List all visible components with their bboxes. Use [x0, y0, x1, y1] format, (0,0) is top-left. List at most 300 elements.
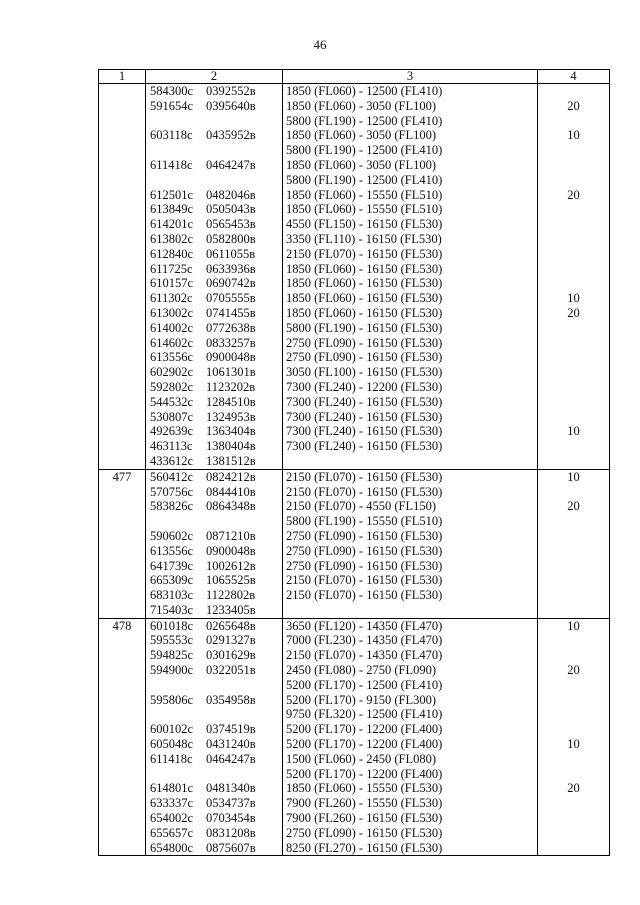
- item-number-cell: 477: [99, 469, 146, 484]
- table-row: [99, 188, 610, 203]
- altitude-range-cell: 2150 (FL070) - 16150 (FL530): [283, 485, 538, 500]
- table-row: [99, 143, 610, 158]
- longitude-code: 0464247в: [206, 751, 256, 766]
- table-row: [99, 588, 610, 603]
- table-row: [99, 633, 610, 648]
- item-number-cell: [99, 336, 146, 351]
- value-cell: [538, 158, 610, 173]
- coordinates-cell: [146, 158, 283, 173]
- longitude-code: 0374519в: [206, 722, 256, 737]
- item-number-cell: [99, 588, 146, 603]
- altitude-range-cell: 1850 (FL060) - 16150 (FL530): [283, 306, 538, 321]
- latitude-code: 611418с: [150, 751, 193, 766]
- altitude-range-cell: 5800 (FL190) - 12500 (FL410): [283, 143, 538, 158]
- value-cell: [538, 603, 610, 618]
- table-row: [99, 603, 610, 618]
- column-header-1: 1: [99, 70, 146, 84]
- table-row: [99, 485, 610, 500]
- page-number: 46: [313, 37, 327, 52]
- column-header-2: 2: [146, 70, 283, 84]
- coordinates-cell: [146, 826, 283, 841]
- table-row: [99, 128, 610, 143]
- value-cell: 10: [538, 424, 610, 439]
- longitude-code: 0322051в: [206, 663, 256, 678]
- latitude-code: 594900с: [150, 663, 194, 678]
- table-row: [99, 439, 610, 454]
- latitude-code: 591654с: [150, 98, 194, 113]
- coordinates-cell: [146, 841, 283, 856]
- coordinates-cell: [146, 262, 283, 277]
- latitude-code: 544532с: [150, 394, 194, 409]
- coordinates-cell: [146, 143, 283, 158]
- altitude-range-cell: 2450 (FL080) - 2750 (FL090): [283, 663, 538, 678]
- item-number-cell: [99, 454, 146, 469]
- altitude-range-cell: 2150 (FL070) - 16150 (FL530): [283, 469, 538, 484]
- latitude-code: 583826с: [150, 499, 194, 514]
- coordinates-cell: [146, 618, 283, 633]
- coordinates-cell: [146, 232, 283, 247]
- longitude-code: 1233405в: [206, 602, 256, 617]
- table-row: [99, 410, 610, 425]
- table-row: [99, 380, 610, 395]
- table-row: [99, 469, 610, 484]
- coordinates-cell: [146, 529, 283, 544]
- value-cell: 10: [538, 737, 610, 752]
- latitude-code: 590602с: [150, 528, 194, 543]
- longitude-code: 0900048в: [206, 543, 256, 558]
- value-cell: [538, 693, 610, 708]
- item-number-cell: [99, 737, 146, 752]
- altitude-range-cell: 5200 (FL170) - 9150 (FL300): [283, 693, 538, 708]
- value-cell: [538, 143, 610, 158]
- item-number-cell: [99, 262, 146, 277]
- airspace-table: [98, 69, 610, 856]
- latitude-code: 602902с: [150, 365, 194, 380]
- latitude-code: 715403с: [150, 602, 194, 617]
- latitude-code: 433612с: [150, 453, 194, 468]
- latitude-code: 603118с: [150, 128, 193, 143]
- coordinates-cell: [146, 767, 283, 782]
- item-number-cell: [99, 173, 146, 188]
- altitude-range-cell: 5200 (FL170) - 12200 (FL400): [283, 722, 538, 737]
- value-cell: 20: [538, 781, 610, 796]
- coordinates-cell: [146, 380, 283, 395]
- table-row: [99, 618, 610, 633]
- table-row: [99, 217, 610, 232]
- altitude-range-cell: 2150 (FL070) - 16150 (FL530): [283, 588, 538, 603]
- longitude-code: 0611055в: [206, 246, 256, 261]
- altitude-range-cell: 9750 (FL320) - 12500 (FL410): [283, 707, 538, 722]
- value-cell: [538, 350, 610, 365]
- longitude-code: 1065525в: [206, 573, 256, 588]
- longitude-code: 1363404в: [206, 424, 256, 439]
- value-cell: [538, 752, 610, 767]
- coordinates-cell: [146, 663, 283, 678]
- coordinates-cell: [146, 395, 283, 410]
- coordinates-cell: [146, 173, 283, 188]
- latitude-code: 560412с: [150, 469, 194, 484]
- coordinates-cell: [146, 485, 283, 500]
- table-row: [99, 678, 610, 693]
- coordinates-cell: [146, 678, 283, 693]
- altitude-range-cell: 1850 (FL060) - 15550 (FL510): [283, 188, 538, 203]
- coordinates-cell: [146, 811, 283, 826]
- value-cell: [538, 173, 610, 188]
- latitude-code: 614002с: [150, 320, 194, 335]
- value-cell: [538, 336, 610, 351]
- value-cell: [538, 276, 610, 291]
- coordinates-cell: [146, 306, 283, 321]
- table-row: [99, 826, 610, 841]
- item-number-cell: 478: [99, 618, 146, 633]
- altitude-range-cell: 2750 (FL090) - 16150 (FL530): [283, 336, 538, 351]
- longitude-code: 1381512в: [206, 453, 256, 468]
- value-cell: 10: [538, 618, 610, 633]
- table-row: [99, 321, 610, 336]
- coordinates-cell: [146, 424, 283, 439]
- coordinates-cell: [146, 722, 283, 737]
- coordinates-cell: [146, 188, 283, 203]
- table-row: [99, 424, 610, 439]
- table-row: [99, 158, 610, 173]
- altitude-range-cell: 1850 (FL060) - 12500 (FL410): [283, 84, 538, 99]
- item-number-cell: [99, 573, 146, 588]
- latitude-code: 595806с: [150, 692, 194, 707]
- coordinates-cell: [146, 648, 283, 663]
- altitude-range-cell: 5200 (FL170) - 12200 (FL400): [283, 767, 538, 782]
- coordinates-cell: [146, 439, 283, 454]
- longitude-code: 0395640в: [206, 98, 256, 113]
- latitude-code: 655657с: [150, 825, 194, 840]
- latitude-code: 654002с: [150, 811, 194, 826]
- altitude-range-cell: 7300 (FL240) - 16150 (FL530): [283, 395, 538, 410]
- item-number-cell: [99, 693, 146, 708]
- longitude-code: 0824212в: [206, 469, 256, 484]
- item-number-cell: [99, 796, 146, 811]
- longitude-code: 0741455в: [206, 305, 256, 320]
- table-row: [99, 247, 610, 262]
- longitude-code: 0875607в: [206, 840, 256, 855]
- table-row: [99, 84, 610, 99]
- column-header-3: 3: [283, 70, 538, 84]
- value-cell: [538, 529, 610, 544]
- value-cell: [538, 514, 610, 529]
- item-number-cell: [99, 321, 146, 336]
- longitude-code: 0354958в: [206, 692, 256, 707]
- latitude-code: 613849с: [150, 202, 194, 217]
- table-row: [99, 811, 610, 826]
- longitude-code: 0431240в: [206, 737, 256, 752]
- item-number-cell: [99, 529, 146, 544]
- item-number-cell: [99, 395, 146, 410]
- value-cell: 10: [538, 128, 610, 143]
- value-cell: [538, 722, 610, 737]
- altitude-range-cell: 7300 (FL240) - 16150 (FL530): [283, 424, 538, 439]
- longitude-code: 0392552в: [206, 84, 256, 98]
- altitude-range-cell: 2750 (FL090) - 16150 (FL530): [283, 559, 538, 574]
- altitude-range-cell: 1850 (FL060) - 3050 (FL100): [283, 128, 538, 143]
- table-row: [99, 350, 610, 365]
- coordinates-cell: [146, 752, 283, 767]
- altitude-range-cell: 7900 (FL260) - 15550 (FL530): [283, 796, 538, 811]
- item-number-cell: [99, 648, 146, 663]
- longitude-code: 0772638в: [206, 320, 256, 335]
- altitude-range-cell: 7300 (FL240) - 16150 (FL530): [283, 410, 538, 425]
- item-number-cell: [99, 499, 146, 514]
- item-number-cell: [99, 350, 146, 365]
- table-row: [99, 737, 610, 752]
- value-cell: [538, 439, 610, 454]
- item-number-cell: [99, 143, 146, 158]
- coordinates-cell: [146, 499, 283, 514]
- table-row: [99, 232, 610, 247]
- column-header-4: 4: [538, 70, 610, 84]
- value-cell: 20: [538, 499, 610, 514]
- longitude-code: 1284510в: [206, 394, 256, 409]
- latitude-code: 595553с: [150, 633, 194, 648]
- value-cell: 20: [538, 663, 610, 678]
- item-number-cell: [99, 410, 146, 425]
- latitude-code: 492639с: [150, 424, 194, 439]
- latitude-code: 605048с: [150, 737, 194, 752]
- item-number-cell: [99, 811, 146, 826]
- table-row: [99, 648, 610, 663]
- altitude-range-cell: 5800 (FL190) - 16150 (FL530): [283, 321, 538, 336]
- table-row: [99, 544, 610, 559]
- longitude-code: 0481340в: [206, 781, 256, 796]
- table-row: [99, 499, 610, 514]
- item-number-cell: [99, 841, 146, 856]
- coordinates-cell: [146, 217, 283, 232]
- value-cell: [538, 707, 610, 722]
- value-cell: [538, 678, 610, 693]
- item-number-cell: [99, 424, 146, 439]
- longitude-code: 0705555в: [206, 291, 256, 306]
- longitude-code: 0565453в: [206, 217, 256, 232]
- latitude-code: 611302с: [150, 291, 193, 306]
- item-number-cell: [99, 232, 146, 247]
- table-row: [99, 663, 610, 678]
- longitude-code: 0864348в: [206, 499, 256, 514]
- value-cell: [538, 485, 610, 500]
- table-row: [99, 752, 610, 767]
- value-cell: 20: [538, 188, 610, 203]
- table-row: [99, 514, 610, 529]
- coordinates-cell: [146, 796, 283, 811]
- altitude-range-cell: 2750 (FL090) - 16150 (FL530): [283, 529, 538, 544]
- table-row: [99, 573, 610, 588]
- altitude-range-cell: 7300 (FL240) - 16150 (FL530): [283, 439, 538, 454]
- longitude-code: 1380404в: [206, 439, 256, 454]
- coordinates-cell: [146, 410, 283, 425]
- item-number-cell: [99, 707, 146, 722]
- altitude-range-cell: 1850 (FL060) - 15550 (FL510): [283, 202, 538, 217]
- coordinates-cell: [146, 737, 283, 752]
- coordinates-cell: [146, 291, 283, 306]
- latitude-code: 614801с: [150, 781, 194, 796]
- value-cell: [538, 217, 610, 232]
- altitude-range-cell: 7300 (FL240) - 12200 (FL530): [283, 380, 538, 395]
- latitude-code: 654800с: [150, 840, 194, 855]
- item-number-cell: [99, 514, 146, 529]
- altitude-range-cell: 5800 (FL190) - 15550 (FL510): [283, 514, 538, 529]
- value-cell: 20: [538, 99, 610, 114]
- coordinates-cell: [146, 202, 283, 217]
- item-number-cell: [99, 722, 146, 737]
- altitude-range-cell: 2150 (FL070) - 4550 (FL150): [283, 499, 538, 514]
- table-row: [99, 306, 610, 321]
- item-number-cell: [99, 84, 146, 99]
- table-row: [99, 276, 610, 291]
- value-cell: [538, 826, 610, 841]
- longitude-code: 0582800в: [206, 231, 256, 246]
- latitude-code: 614201с: [150, 217, 194, 232]
- value-cell: [538, 365, 610, 380]
- table-row: [99, 395, 610, 410]
- item-number-cell: [99, 752, 146, 767]
- table-row: [99, 693, 610, 708]
- value-cell: [538, 114, 610, 129]
- longitude-code: 0301629в: [206, 648, 256, 663]
- altitude-range-cell: 1500 (FL060) - 2450 (FL080): [283, 752, 538, 767]
- altitude-range-cell: 7900 (FL260) - 16150 (FL530): [283, 811, 538, 826]
- latitude-code: 463113с: [150, 439, 193, 454]
- latitude-code: 600102с: [150, 722, 194, 737]
- coordinates-cell: [146, 365, 283, 380]
- altitude-range-cell: 4550 (FL150) - 16150 (FL530): [283, 217, 538, 232]
- altitude-range-cell: 2150 (FL070) - 14350 (FL470): [283, 648, 538, 663]
- coordinates-cell: [146, 514, 283, 529]
- item-number-cell: [99, 559, 146, 574]
- longitude-code: 0633936в: [206, 261, 256, 276]
- longitude-code: 1002612в: [206, 558, 256, 573]
- item-number-cell: [99, 439, 146, 454]
- value-cell: [538, 84, 610, 99]
- altitude-range-cell: 2150 (FL070) - 16150 (FL530): [283, 247, 538, 262]
- altitude-range-cell: 3350 (FL110) - 16150 (FL530): [283, 232, 538, 247]
- longitude-code: 0435952в: [206, 128, 256, 143]
- latitude-code: 614602с: [150, 335, 194, 350]
- longitude-code: 0833257в: [206, 335, 256, 350]
- latitude-code: 610157с: [150, 276, 194, 291]
- latitude-code: 611725с: [150, 261, 193, 276]
- item-number-cell: [99, 217, 146, 232]
- longitude-code: 0265648в: [206, 618, 256, 633]
- longitude-code: 0900048в: [206, 350, 256, 365]
- longitude-code: 1061301в: [206, 365, 256, 380]
- altitude-range-cell: 5800 (FL190) - 12500 (FL410): [283, 114, 538, 129]
- value-cell: [538, 262, 610, 277]
- coordinates-cell: [146, 247, 283, 262]
- value-cell: [538, 767, 610, 782]
- value-cell: [538, 811, 610, 826]
- latitude-code: 613002с: [150, 305, 194, 320]
- coordinates-cell: [146, 84, 283, 99]
- altitude-range-cell: 1850 (FL060) - 16150 (FL530): [283, 276, 538, 291]
- value-cell: [538, 395, 610, 410]
- item-number-cell: [99, 544, 146, 559]
- item-number-cell: [99, 114, 146, 129]
- coordinates-cell: [146, 128, 283, 143]
- value-cell: 10: [538, 291, 610, 306]
- latitude-code: 530807с: [150, 409, 194, 424]
- coordinates-cell: [146, 573, 283, 588]
- value-cell: [538, 454, 610, 469]
- altitude-range-cell: [283, 454, 538, 469]
- table-row: [99, 454, 610, 469]
- table-row: [99, 99, 610, 114]
- coordinates-cell: [146, 603, 283, 618]
- table-row: [99, 173, 610, 188]
- table-row: [99, 841, 610, 856]
- value-cell: [538, 232, 610, 247]
- latitude-code: 594825с: [150, 648, 194, 663]
- altitude-range-cell: 2750 (FL090) - 16150 (FL530): [283, 826, 538, 841]
- coordinates-cell: [146, 321, 283, 336]
- item-number-cell: [99, 767, 146, 782]
- coordinates-cell: [146, 544, 283, 559]
- item-number-cell: [99, 247, 146, 262]
- item-number-cell: [99, 276, 146, 291]
- item-number-cell: [99, 99, 146, 114]
- altitude-range-cell: 5800 (FL190) - 12500 (FL410): [283, 173, 538, 188]
- table-row: [99, 796, 610, 811]
- altitude-range-cell: 3650 (FL120) - 14350 (FL470): [283, 618, 538, 633]
- table-row: [99, 336, 610, 351]
- longitude-code: 0871210в: [206, 528, 256, 543]
- table-row: [99, 767, 610, 782]
- item-number-cell: [99, 291, 146, 306]
- value-cell: [538, 841, 610, 856]
- latitude-code: 612840с: [150, 246, 194, 261]
- coordinates-cell: [146, 693, 283, 708]
- table-row: [99, 114, 610, 129]
- table-row: [99, 722, 610, 737]
- value-cell: 10: [538, 469, 610, 484]
- value-cell: [538, 633, 610, 648]
- coordinates-cell: [146, 336, 283, 351]
- table-row: [99, 291, 610, 306]
- value-cell: [538, 588, 610, 603]
- latitude-code: 633337с: [150, 796, 194, 811]
- longitude-code: 0703454в: [206, 811, 256, 826]
- item-number-cell: [99, 603, 146, 618]
- table-row: [99, 529, 610, 544]
- latitude-code: 683103с: [150, 588, 194, 603]
- latitude-code: 592802с: [150, 379, 194, 394]
- item-number-cell: [99, 188, 146, 203]
- altitude-range-cell: 8250 (FL270) - 16150 (FL530): [283, 841, 538, 856]
- latitude-code: 613556с: [150, 543, 194, 558]
- coordinates-cell: [146, 454, 283, 469]
- value-cell: [538, 410, 610, 425]
- item-number-cell: [99, 633, 146, 648]
- altitude-range-cell: 5200 (FL170) - 12500 (FL410): [283, 678, 538, 693]
- coordinates-cell: [146, 276, 283, 291]
- item-number-cell: [99, 380, 146, 395]
- longitude-code: 0291327в: [206, 633, 256, 648]
- latitude-code: 613556с: [150, 350, 194, 365]
- longitude-code: 1324953в: [206, 409, 256, 424]
- altitude-range-cell: 5200 (FL170) - 12200 (FL400): [283, 737, 538, 752]
- table-row: [99, 202, 610, 217]
- longitude-code: 1122802в: [206, 588, 256, 603]
- longitude-code: 0464247в: [206, 157, 256, 172]
- latitude-code: 665309с: [150, 573, 194, 588]
- coordinates-cell: [146, 114, 283, 129]
- coordinates-cell: [146, 99, 283, 114]
- item-number-cell: [99, 826, 146, 841]
